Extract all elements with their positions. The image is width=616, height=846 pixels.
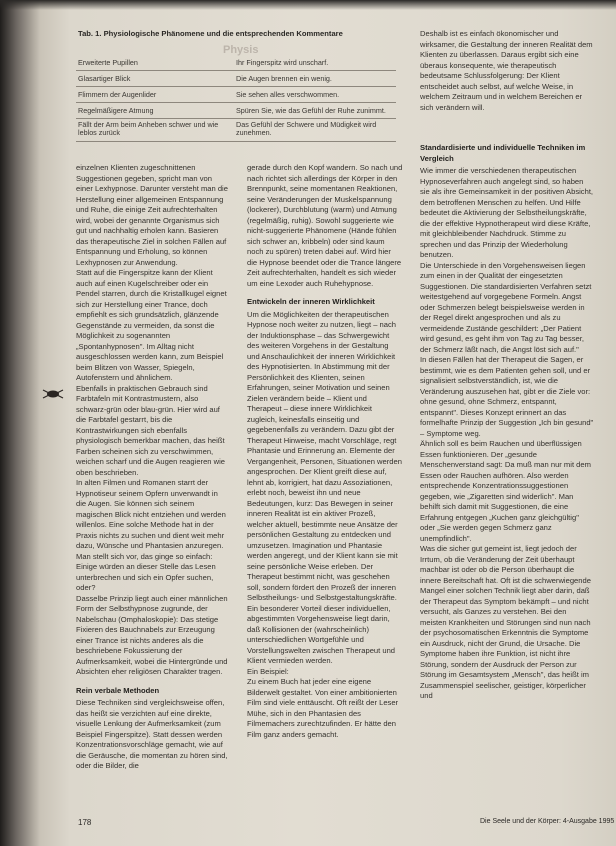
table-cell-phenomenon: Fällt der Arm beim Anheben schwer und wie leblos zurück bbox=[78, 120, 219, 137]
paragraph: Deshalb ist es einfach ökonomischer und wirksamer, die Gestaltung der inneren Realität dem Klienten zu überlassen. Daraus ergibt sich eine überaus konsequente, wie therapeutisch bedeutsame Schlussfolgerung: Der Klient entscheidet auch selbst, auf welche Weise, in welchem Zeitraum und in welchem Bereichen er sich verändern will. bbox=[420, 29, 593, 112]
table-cell-phenomenon: Flimmern der Augenlider bbox=[78, 90, 157, 99]
paragraph: Zu einem Buch hat jeder eine eigene Bilderwelt gestaltet. Von einer ambitionierten Film sind viele enttäuscht. Oft reißt der Leser Mühe, sich in den Phantasien des Filmemachers zurechtzufinden. Er hätte den Film ganz anders gemacht. bbox=[247, 677, 399, 739]
column-2 bbox=[247, 163, 403, 808]
column-2-body bbox=[247, 310, 403, 741]
table-cell-phenomenon: Glasartiger Blick bbox=[78, 74, 131, 83]
table-cell-phenomenon: Regelmäßigere Atmung bbox=[78, 106, 154, 115]
table-row bbox=[76, 103, 396, 119]
paragraph: Diese Techniken sind vergleichsweise offen, das heißt sie verzichten auf eine direkte, visuelle Lenkung der Aufmerksamkeit (zum Beispiel Fingerspitze). Statt dessen werden Konzentrationsvorschläge gemacht, wie auf die Geräusche, die momentan zu hören sind, oder die Bilder, die bbox=[76, 698, 228, 770]
scan-shadow bbox=[0, 0, 616, 10]
paragraph: Um die Möglichkeiten der therapeutischen Hypnose noch weiter zu nutzen, liegt – nach der Induktionsphase – das Schwergewicht des weiteren Vorgehens in der Gestaltung und Anschaulichkeit der inneren Wirklichkeit des Hypnotisierten. In Abstimmung mit der Persönlichkeit des Klienten, seinen Erfahrungen, seiner Motivation und seinen Zielen verändern beide – Klient und Therapeut – diese innere Wirklichkeit zugleich, keinesfalls einseitig und gegebenenfalls zu verändern. Dazu gibt der Therapeut Hinweise, macht Vorschläge, regt Phantasie und Erinnerung an. Elemente der Vergangenheit, Personen, Situationen werden angesprochen. Der Klient greift diese auf, lehnt ab, korrigiert, hat dazu Assoziationen, erlebt noch, beweist ihn und neue Bedeutungen, kurz: Das Bewegen in seiner inneren Realität ist ein aktiver Prozeß, welcher aktuell, bestimmte neue Ansätze der persönlichen Gestaltung zu entdecken und umzusetzen. Imagination und Phantasie werden angeregt, und der Klient kann sie mit seine persönliche Weise erleben. Der Therapeut bestimmt nicht, was geschehen soll, sondern fördert den Prozeß der inneren Selbstheilungs- und Selbstgestaltungskräfte. bbox=[247, 309, 402, 602]
paragraph: In diesen Fällen hat der Therapeut die Sagen, er bestimmt, wie es dem Patienten gehen soll, und er signalisiert selbstverständlich, ist, wie die Veränderung auszusehen hat, gibt er die Ziele vor: ohne gesund, ohne Schmerz, entspannt, entspannt". Dieses Konzept erinnert an das formelhafte Prinzip der Suggestion „Ich bin gesund" – Symptome weg. bbox=[420, 355, 594, 438]
table-row bbox=[76, 87, 396, 103]
paragraph: Ähnlich soll es beim Rauchen und überflüssigen Essen funktionieren. Der „gesunde Menschenverstand sagt: Da muß man nur mit dem Essen oder Rauchen aufhören. Also werden entsprechende Konzentrationssuggestionen gegeben, wie „Zigaretten sind widerlich". Man behilft sich damit mit Suggestionen, die eine Erfahrung entgegen „Kuchen ganz gleichgültig" oder „Sie werden gegen Schmerz ganz unempfindlich". bbox=[420, 439, 591, 543]
table-row bbox=[76, 55, 396, 71]
paragraph: Was die sicher gut gemeint ist, liegt jedoch der Irrtum, ob die Veränderung der Zeit überhaupt machbar ist oder ob die Person überhaupt die innere Bereitschaft hat. Oft ist die schwerwiegende Mangel einer solchen Technik liegt aber darin, daß der Therapeut das Symptom bekämpft – und nicht versucht, als Ganzes zu verstehen. Bei den meisten Krankheiten und Störungen sind nun nach der psychosomatischen Erkenntnis die Symptome ein Ausdruck, nicht der Grund, die Ursache. Die Symptome haben ihre Funktion, ist nicht ihre Störung, sondern der Ausdruck der Person zur Störung im Gesamtsystem „Mensch", das heißt im Zusammenspiel seelischer, geistiger, körperlicher und bbox=[420, 544, 591, 700]
paragraph: Wie immer die verschiedenen therapeutischen Hypnoseverfahren auch angelegt sind, so haben sie als ihre Gemeinsamkeit in der positiven Absicht, dem betroffenen Menschen zu helfen. Und Hilfe bedeutet die Aktivierung der Selbstheilungskräfte, die der effektive Hypnotherapeut wird diese Kräfte, mit gleichbleibender Nachdruck. Stimme zu sprechen und das Prinzip der Wiederholung benutzen. bbox=[420, 166, 594, 259]
table-cell-comment: Die Augen brennen ein wenig. bbox=[236, 74, 332, 83]
paragraph: einzelnen Klienten zugeschnittenen Suggestionen gegeben, spricht man von einer Lexhypnose. Darunter versteht man die Herstellung einer allgemeinen Entspannung und Ruhe, die einige Zeit aufrechterhalten wird, wobei der genannte Organismus sich gut und nachhaltig erholen kann. Basieren das therapeutische Ziel in solchen Fällen auf Entspannung und Erholung, so können Lexhypnosen zur Anwendung. bbox=[76, 163, 228, 267]
column-1 bbox=[76, 163, 230, 800]
insect-smudge-icon bbox=[40, 385, 66, 403]
paragraph: Die Unterschiede in den Vorgehensweisen liegen zum einen in der Qualität der eingesetzten Suggestionen. Die standardisierten Verfahren setzt weitestgehend auf vorgegebene Formeln. Angst oder Schmerzen belegt beispielsweise werden in der Regel direkt angesprochen und als zu vermeidende Zustände geschildert: „Der Patient wird gesund, es geht ihm von Tag zu Tag besser, der Schmerz läßt nach, die Angst löst sich auf." bbox=[420, 260, 592, 354]
page-number: 178 bbox=[78, 818, 92, 827]
table-caption: Tab. 1. Physiologische Phänomene und die entsprechenden Kommentare bbox=[78, 29, 343, 38]
paragraph: Statt auf die Fingerspitze kann der Klient auch auf einen Kugelschreiber oder ein Pendel starren, durch die Kristallkugel eignet sich zur Herstellung einer Trance, doch empfiehlt es sich grundsätzlich, glänzende Gegenstände zu vermeiden, da sonst die Möglichkeit zu sogenannten „Spontanhypnosen". Im Alltag nicht ausgeschlossen werden kann, zum Beispiel beim Blitzen von Wasser, Spiegeln, Autofenstern und ähnlichem. bbox=[76, 268, 227, 382]
phenomena-table bbox=[76, 55, 396, 142]
table-cell-comment: Ihr Fingerspitz wird unscharf. bbox=[236, 58, 329, 67]
table-cell-comment: Das Gefühl der Schwere und Müdigkeit wird zunehmen. bbox=[236, 120, 377, 137]
paragraph: Ein Beispiel: bbox=[247, 666, 289, 676]
table-cell-comment: Sie sehen alles verschwommen. bbox=[236, 90, 340, 99]
running-foot: Die Seele und der Körper: 4-Ausgabe 1995 bbox=[480, 818, 615, 825]
section-heading-verbal: Rein verbale Methoden bbox=[76, 685, 160, 695]
bleed-through-text: Physis bbox=[223, 44, 259, 56]
table-row bbox=[76, 71, 396, 87]
column-2-paragraphs bbox=[247, 163, 403, 289]
column-1-paragraphs bbox=[76, 163, 230, 678]
table-cell-comment: Spüren Sie, wie das Gefühl der Ruhe zunimmt. bbox=[236, 106, 386, 115]
paragraph: gerade durch den Kopf wandern. So nach und nach richtet sich allerdings der Körper in den Brennpunkt, seine momentanen Reaktionen, seine Veränderungen der Muskelspannung (lockerer), Durchblutung (warm) und Atmung (regelmäßig, ruhig). Sowohl suggerierte wie nicht-suggerierte Phänomene (Hände fühlen sich schwer an, kribbeln) oder sind kaum noch zu spüren) treten dabei auf. Wird hier die Hypnose beendet oder die Trance längere Zeit aufrechterhalten, handelt es sich wieder um eine Lexoder auch Ruhehypnose. bbox=[247, 163, 403, 288]
paragraph: Ein besonderer Vorteil dieser individuellen, abgestimmten Vorgehensweise liegt darin, daß Kollisionen der (wahrscheinlich) unterschiedlichen Wortgefühle und Vorstellungswelten zwischen Therapeut und Klient vermieden werden. bbox=[247, 603, 396, 665]
paragraph: Ebenfalls in praktischen Gebrauch sind Farbtafeln mit Kontrastmustern, also schwarz-grün oder blau-grün. Hier wird auf die Farbtafel gestarrt, bis die Kontrastwirkungen sich ebenfalls physiologisch bemerkbar machen, das heißt Farben scheinen sich zu verschwimmen, weichen scharf und die Augen reagieren wie oben beschrieben. bbox=[76, 383, 226, 477]
paragraph: In alten Filmen und Romanen starrt der Hypnotiseur seinem Opfern unverwandt in die Augen. Sie können sich seinem magischen Blick nicht entziehen und werden willenlos. Eine solche Methode hat in der Praxis nichts zu suchen und dient weit mehr dazu, Wünsche und Phantasien anzuregen. Man stellt sich vor, das ginge so einfach: Einige würden an dieser Stelle das Lesen unterbrechen und sich ein Opfer suchen, oder? bbox=[76, 478, 226, 592]
table-row bbox=[76, 119, 396, 142]
paragraph: Dasselbe Prinzip liegt auch einer männlichen Form der Selbsthypnose zugrunde, der Nabelschau (Omphaloskopie): Das stetige Fixieren des Bauchnabels zur Erzeugung einer Trance ist nichts anderes als die beschriebene Fokussierung der Aufmerksamkeit, wobei die Hintergründe und Absichten eher religiösen Charakter tragen. bbox=[76, 593, 228, 676]
section-heading-techniques: Standardisierte und individuelle Techniken im Vergleich bbox=[420, 143, 586, 163]
section-heading-inner-reality: Entwickeln der inneren Wirklichkeit bbox=[247, 297, 375, 306]
column-3 bbox=[420, 29, 595, 811]
table-cell-phenomenon: Erweiterte Pupillen bbox=[78, 58, 138, 67]
column-3-paragraphs bbox=[420, 166, 595, 702]
